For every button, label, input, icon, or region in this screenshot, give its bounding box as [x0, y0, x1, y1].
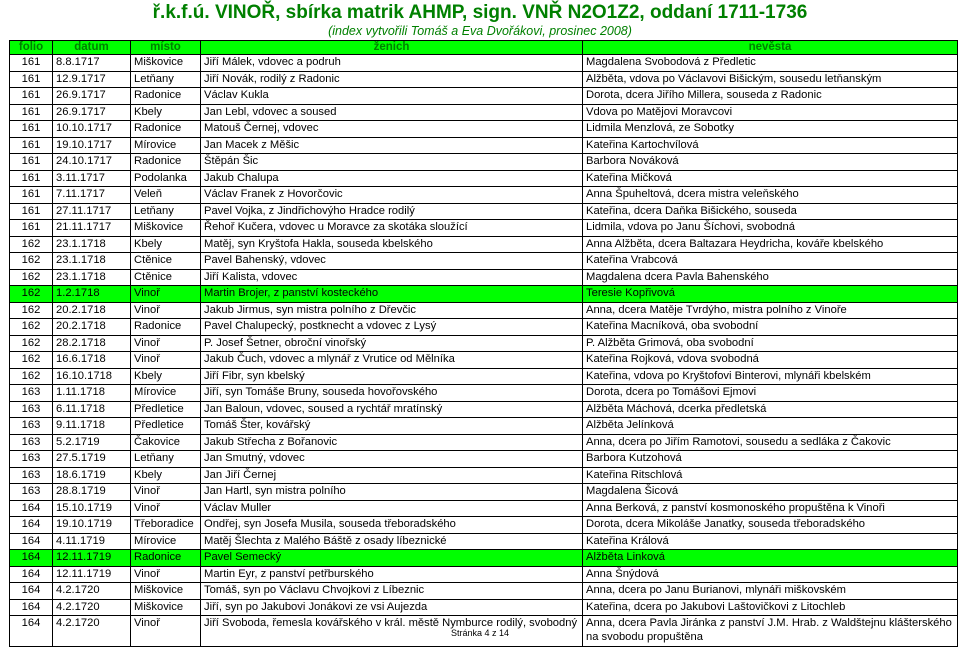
- table-row: [10, 154, 958, 171]
- cell-nevesta: Dorota, dcera Mikoláše Janatky, souseda třeboradského: [583, 517, 958, 534]
- cell-datum: 24.10.1717: [53, 154, 131, 171]
- cell-nevesta: Barbora Kutzohová: [583, 451, 958, 468]
- table-row: [10, 137, 958, 154]
- cell-nevesta: Kateřina Králová: [583, 533, 958, 550]
- cell-folio: 163: [10, 401, 53, 418]
- cell-zenich: Václav Muller: [201, 500, 583, 517]
- marriage-index-table: [9, 40, 958, 647]
- cell-zenich: Jiří Kalista, vdovec: [201, 269, 583, 286]
- cell-zenich: Jiří Málek, vdovec a podruh: [201, 55, 583, 72]
- cell-datum: 18.6.1719: [53, 467, 131, 484]
- cell-folio: 162: [10, 319, 53, 336]
- cell-datum: 28.8.1719: [53, 484, 131, 501]
- table-row: [10, 467, 958, 484]
- table-row: [10, 434, 958, 451]
- cell-misto: Miškovice: [131, 583, 201, 600]
- table-row: [10, 253, 958, 270]
- table-row: [10, 550, 958, 567]
- cell-datum: 5.2.1719: [53, 434, 131, 451]
- cell-folio: 164: [10, 583, 53, 600]
- cell-datum: 20.2.1718: [53, 319, 131, 336]
- cell-nevesta: Anna Alžběta, dcera Baltazara Heydricha, kováře kbelského: [583, 236, 958, 253]
- table-row: [10, 286, 958, 303]
- cell-folio: 164: [10, 599, 53, 616]
- column-header-misto: místo: [131, 41, 201, 55]
- cell-folio: 164: [10, 533, 53, 550]
- table-row: [10, 236, 958, 253]
- cell-nevesta: Anna Berková, z panství kosmonoského propuštěna k Vinoři: [583, 500, 958, 517]
- cell-folio: 163: [10, 434, 53, 451]
- table-row: [10, 401, 958, 418]
- cell-misto: Ctěnice: [131, 269, 201, 286]
- table-row: [10, 203, 958, 220]
- cell-datum: 12.11.1719: [53, 550, 131, 567]
- table-row: [10, 566, 958, 583]
- cell-misto: Letňany: [131, 71, 201, 88]
- table-row: [10, 484, 958, 501]
- cell-misto: Veleň: [131, 187, 201, 204]
- cell-misto: Mírovice: [131, 385, 201, 402]
- cell-datum: 4.2.1720: [53, 599, 131, 616]
- cell-folio: 162: [10, 335, 53, 352]
- cell-folio: 161: [10, 154, 53, 171]
- cell-misto: Kbely: [131, 467, 201, 484]
- table-row: [10, 170, 958, 187]
- cell-zenich: Jiří Fibr, syn kbelský: [201, 368, 583, 385]
- cell-misto: Kbely: [131, 104, 201, 121]
- table-body: [10, 55, 958, 647]
- cell-misto: Radonice: [131, 550, 201, 567]
- cell-zenich: Jakub Čuch, vdovec a mlynář z Vrutice od Mělníka: [201, 352, 583, 369]
- cell-zenich: Jiří, syn Tomáše Bruny, souseda hovořovského: [201, 385, 583, 402]
- cell-misto: Předletice: [131, 418, 201, 435]
- cell-misto: Vinoř: [131, 500, 201, 517]
- cell-folio: 164: [10, 566, 53, 583]
- column-header-folio: folio: [10, 41, 53, 55]
- table-row: [10, 385, 958, 402]
- cell-zenich: Jiří Svoboda, řemesla kovářského v král. městě Nymburce rodilý, svobodný: [201, 616, 583, 647]
- cell-misto: Předletice: [131, 401, 201, 418]
- page-footer: Stránka 4 z 14: [450, 628, 510, 638]
- table-row: [10, 500, 958, 517]
- cell-zenich: Jan Macek z Měšic: [201, 137, 583, 154]
- cell-datum: 10.10.1717: [53, 121, 131, 138]
- cell-nevesta: Kateřina Kartochvílová: [583, 137, 958, 154]
- table-row: [10, 319, 958, 336]
- cell-nevesta: Kateřina Rojková, vdova svobodná: [583, 352, 958, 369]
- cell-nevesta: Anna, dcera Pavla Jiránka z panství J.M. Hrab. z Waldštejnu klášterského na svobodu propuštěna: [583, 616, 958, 647]
- cell-folio: 162: [10, 352, 53, 369]
- table-row: [10, 583, 958, 600]
- cell-datum: 16.6.1718: [53, 352, 131, 369]
- cell-zenich: Štěpán Šic: [201, 154, 583, 171]
- cell-misto: Miškovice: [131, 55, 201, 72]
- cell-folio: 163: [10, 418, 53, 435]
- cell-misto: Letňany: [131, 203, 201, 220]
- column-header-datum: datum: [53, 41, 131, 55]
- table-row: [10, 352, 958, 369]
- table-row: [10, 55, 958, 72]
- cell-nevesta: Kateřina Mičková: [583, 170, 958, 187]
- cell-datum: 4.11.1719: [53, 533, 131, 550]
- cell-folio: 162: [10, 286, 53, 303]
- cell-zenich: Tomáš Šter, kovářský: [201, 418, 583, 435]
- cell-nevesta: Lidmila, vdova po Janu Šíchovi, svobodná: [583, 220, 958, 237]
- cell-datum: 6.11.1718: [53, 401, 131, 418]
- cell-zenich: Řehoř Kučera, vdovec u Moravce za skotáka sloužící: [201, 220, 583, 237]
- cell-zenich: Pavel Chalupecký, postknecht a vdovec z Lysý: [201, 319, 583, 336]
- table-row: [10, 599, 958, 616]
- cell-datum: 19.10.1717: [53, 137, 131, 154]
- table-row: [10, 121, 958, 138]
- cell-zenich: Matěj, syn Kryštofa Hakla, souseda kbelského: [201, 236, 583, 253]
- cell-misto: Podolanka: [131, 170, 201, 187]
- table-row: [10, 220, 958, 237]
- cell-misto: Radonice: [131, 88, 201, 105]
- cell-folio: 161: [10, 88, 53, 105]
- table-header-row: [10, 41, 958, 55]
- cell-zenich: Pavel Bahenský, vdovec: [201, 253, 583, 270]
- page-title: ř.k.f.ú. VINOŘ, sbírka matrik AHMP, sign. VNŘ N2O1Z2, oddaní 1711-1736: [152, 2, 808, 23]
- cell-zenich: Martin Eyr, z panství petřburského: [201, 566, 583, 583]
- cell-misto: Kbely: [131, 236, 201, 253]
- cell-datum: 16.10.1718: [53, 368, 131, 385]
- cell-datum: 20.2.1718: [53, 302, 131, 319]
- cell-folio: 162: [10, 302, 53, 319]
- cell-misto: Třeboradice: [131, 517, 201, 534]
- cell-nevesta: P. Alžběta Grimová, oba svobodní: [583, 335, 958, 352]
- cell-zenich: Ondřej, syn Josefa Musila, souseda třeboradského: [201, 517, 583, 534]
- cell-misto: Vinoř: [131, 335, 201, 352]
- cell-folio: 163: [10, 467, 53, 484]
- cell-nevesta: Alžběta Jelínková: [583, 418, 958, 435]
- table-row: [10, 269, 958, 286]
- cell-datum: 4.2.1720: [53, 583, 131, 600]
- table-row: [10, 418, 958, 435]
- table-row: [10, 451, 958, 468]
- cell-datum: 23.1.1718: [53, 253, 131, 270]
- cell-nevesta: Kateřina, dcera po Jakubovi Laštovičkovi z Litochleb: [583, 599, 958, 616]
- cell-misto: Radonice: [131, 319, 201, 336]
- cell-nevesta: Anna, dcera Matěje Tvrdýho, mistra polního z Vinoře: [583, 302, 958, 319]
- cell-nevesta: Kateřina Ritschlová: [583, 467, 958, 484]
- cell-zenich: P. Josef Šetner, obroční vinořský: [201, 335, 583, 352]
- cell-folio: 161: [10, 71, 53, 88]
- column-header-zenich: ženich: [201, 41, 583, 55]
- table-row: [10, 302, 958, 319]
- cell-datum: 19.10.1719: [53, 517, 131, 534]
- cell-folio: 163: [10, 484, 53, 501]
- cell-zenich: Jan Baloun, vdovec, soused a rychtář mratínský: [201, 401, 583, 418]
- cell-misto: Letňany: [131, 451, 201, 468]
- cell-folio: 164: [10, 500, 53, 517]
- cell-datum: 9.11.1718: [53, 418, 131, 435]
- cell-misto: Vinoř: [131, 616, 201, 647]
- table-row: [10, 88, 958, 105]
- cell-nevesta: Alžběta, vdova po Václavovi Bišickým, sousedu letňanským: [583, 71, 958, 88]
- table-row: [10, 335, 958, 352]
- cell-folio: 164: [10, 550, 53, 567]
- cell-datum: 23.1.1718: [53, 236, 131, 253]
- cell-folio: 161: [10, 187, 53, 204]
- cell-zenich: Tomáš, syn po Václavu Chvojkovi z Líbeznic: [201, 583, 583, 600]
- cell-misto: Mírovice: [131, 137, 201, 154]
- cell-misto: Vinoř: [131, 566, 201, 583]
- cell-zenich: Jiří Novák, rodilý z Radonic: [201, 71, 583, 88]
- cell-datum: 4.2.1720: [53, 616, 131, 647]
- cell-folio: 162: [10, 269, 53, 286]
- cell-nevesta: Kateřina Macníková, oba svobodní: [583, 319, 958, 336]
- cell-folio: 161: [10, 121, 53, 138]
- cell-misto: Miškovice: [131, 599, 201, 616]
- cell-nevesta: Kateřina Vrabcová: [583, 253, 958, 270]
- cell-folio: 161: [10, 104, 53, 121]
- cell-misto: Vinoř: [131, 484, 201, 501]
- cell-datum: 21.11.1717: [53, 220, 131, 237]
- cell-nevesta: Barbora Nováková: [583, 154, 958, 171]
- cell-datum: 23.1.1718: [53, 269, 131, 286]
- cell-zenich: Jan Jiří Černej: [201, 467, 583, 484]
- cell-zenich: Martin Brojer, z panství kosteckého: [201, 286, 583, 303]
- cell-misto: Kbely: [131, 368, 201, 385]
- table-row: [10, 533, 958, 550]
- table-row: [10, 368, 958, 385]
- cell-datum: 26.9.1717: [53, 88, 131, 105]
- cell-datum: 26.9.1717: [53, 104, 131, 121]
- cell-datum: 7.11.1717: [53, 187, 131, 204]
- cell-folio: 164: [10, 517, 53, 534]
- cell-folio: 162: [10, 368, 53, 385]
- cell-zenich: Jakub Střecha z Bořanovic: [201, 434, 583, 451]
- cell-datum: 15.10.1719: [53, 500, 131, 517]
- cell-folio: 163: [10, 385, 53, 402]
- cell-datum: 12.9.1717: [53, 71, 131, 88]
- cell-misto: Čakovice: [131, 434, 201, 451]
- cell-folio: 164: [10, 616, 53, 647]
- cell-zenich: Jan Hartl, syn mistra polního: [201, 484, 583, 501]
- page-subtitle: (index vytvořili Tomáš a Eva Dvořákovi, prosinec 2008): [328, 24, 632, 38]
- cell-zenich: Jakub Chalupa: [201, 170, 583, 187]
- cell-datum: 3.11.1717: [53, 170, 131, 187]
- cell-folio: 161: [10, 137, 53, 154]
- cell-nevesta: Anna, dcera po Jiřím Ramotovi, sousedu a sedláka z Čakovic: [583, 434, 958, 451]
- cell-zenich: Jan Smutný, vdovec: [201, 451, 583, 468]
- cell-misto: Mírovice: [131, 533, 201, 550]
- cell-misto: Vinoř: [131, 286, 201, 303]
- cell-zenich: Pavel Semecký: [201, 550, 583, 567]
- table-row: [10, 71, 958, 88]
- cell-datum: 1.2.1718: [53, 286, 131, 303]
- cell-nevesta: Alžběta Linková: [583, 550, 958, 567]
- cell-zenich: Jan Lebl, vdovec a soused: [201, 104, 583, 121]
- table-row: [10, 517, 958, 534]
- cell-folio: 162: [10, 253, 53, 270]
- cell-folio: 161: [10, 220, 53, 237]
- cell-datum: 1.11.1718: [53, 385, 131, 402]
- cell-misto: Radonice: [131, 154, 201, 171]
- table-row: [10, 187, 958, 204]
- cell-nevesta: Anna Šnýdová: [583, 566, 958, 583]
- cell-misto: Vinoř: [131, 302, 201, 319]
- cell-zenich: Václav Franek z Hovorčovic: [201, 187, 583, 204]
- cell-nevesta: Magdalena Svobodová z Předletic: [583, 55, 958, 72]
- cell-nevesta: Kateřina, vdova po Kryštofovi Binterovi, mlynáři kbelském: [583, 368, 958, 385]
- cell-nevesta: Alžběta Máchová, dcerka předletská: [583, 401, 958, 418]
- cell-zenich: Václav Kukla: [201, 88, 583, 105]
- cell-folio: 161: [10, 55, 53, 72]
- column-header-nevesta: nevěsta: [583, 41, 958, 55]
- cell-misto: Vinoř: [131, 352, 201, 369]
- cell-nevesta: Anna Špuheltová, dcera mistra veleňského: [583, 187, 958, 204]
- cell-zenich: Matouš Černej, vdovec: [201, 121, 583, 138]
- cell-datum: 28.2.1718: [53, 335, 131, 352]
- cell-nevesta: Anna, dcera po Janu Burianovi, mlynáři miškovském: [583, 583, 958, 600]
- cell-nevesta: Dorota, dcera po Tomášovi Ejmovi: [583, 385, 958, 402]
- cell-zenich: Pavel Vojka, z Jindřichovýho Hradce rodilý: [201, 203, 583, 220]
- cell-datum: 12.11.1719: [53, 566, 131, 583]
- cell-folio: 161: [10, 170, 53, 187]
- cell-nevesta: Magdalena dcera Pavla Bahenského: [583, 269, 958, 286]
- cell-misto: Ctěnice: [131, 253, 201, 270]
- cell-datum: 8.8.1717: [53, 55, 131, 72]
- cell-datum: 27.5.1719: [53, 451, 131, 468]
- cell-nevesta: Magdalena Šicová: [583, 484, 958, 501]
- cell-nevesta: Kateřina, dcera Daňka Bišického, souseda: [583, 203, 958, 220]
- cell-misto: Miškovice: [131, 220, 201, 237]
- cell-datum: 27.11.1717: [53, 203, 131, 220]
- cell-folio: 163: [10, 451, 53, 468]
- cell-zenich: Jakub Jirmus, syn mistra polního z Dřevčic: [201, 302, 583, 319]
- cell-nevesta: Teresie Kopřivová: [583, 286, 958, 303]
- cell-nevesta: Lidmila Menzlová, ze Sobotky: [583, 121, 958, 138]
- cell-nevesta: Vdova po Matějovi Moravcovi: [583, 104, 958, 121]
- cell-folio: 162: [10, 236, 53, 253]
- table-row: [10, 104, 958, 121]
- cell-folio: 161: [10, 203, 53, 220]
- cell-misto: Radonice: [131, 121, 201, 138]
- cell-zenich: Jiří, syn po Jakubovi Jonákovi ze vsi Aujezda: [201, 599, 583, 616]
- cell-zenich: Matěj Šlechta z Malého Báště z osady líbeznické: [201, 533, 583, 550]
- cell-nevesta: Dorota, dcera Jiřího Millera, souseda z Radonic: [583, 88, 958, 105]
